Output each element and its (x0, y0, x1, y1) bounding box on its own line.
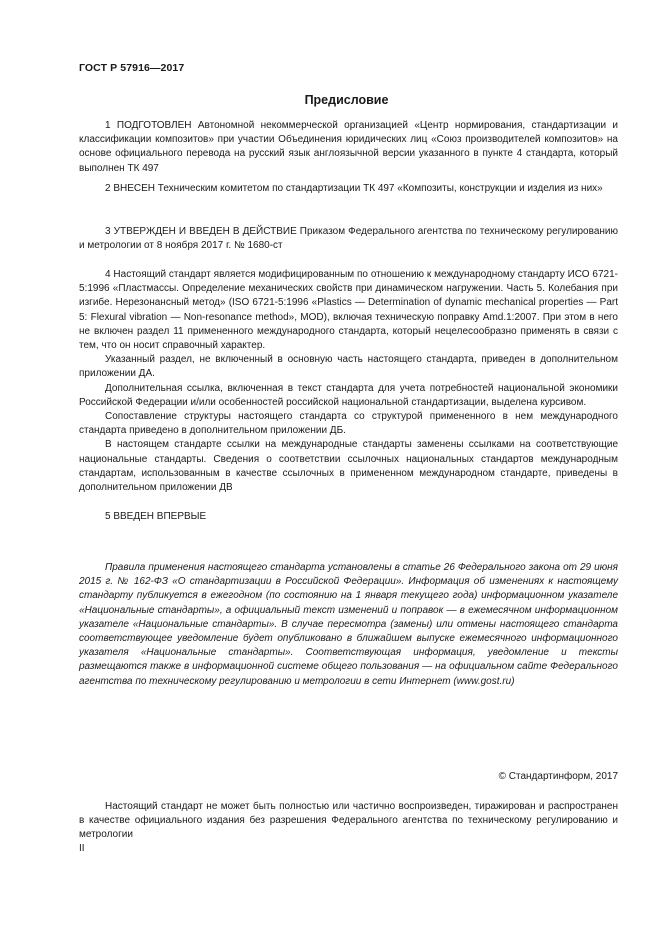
paragraph-2-block (79, 182, 618, 196)
page-number: II (79, 843, 85, 854)
paragraph-annex-db: Сопоставление структуры настоящего стандарта со структурой примененного в нем международного стандарта приведено в дополнительном приложении ДБ. (79, 411, 618, 437)
paragraph-3-block (79, 225, 618, 253)
paragraph-approved: 3 УТВЕРЖДЕН И ВВЕДЕН В ДЕЙСТВИЕ Приказом Федерального агентства по техническому регулированию и метрологии от 8 ноября 2017 г. № 1680-ст (79, 226, 618, 252)
reproduction-notice-text: Настоящий стандарт не может быть полностью или частично воспроизведен, тиражирован и распространен в качестве официального издания без разрешения Федерального агентства по техническому регулированию и метрологии (79, 801, 618, 841)
paragraph-1-block (79, 119, 618, 176)
rules-notice-text: Правила применения настоящего стандарта установлены в статье 26 Федерального закона от 29 июня 2015 г. № 162-ФЗ «О стандартизации в Российской Федерации». Информация об изменениях к настоящему стандарту публикуется в ежегодном (по состоянию на 1 января текущего года) информационном указателе «Национальные стандарты», а официальный текст изменений и поправок — в ежемесячном информационном указателе «Национальные стандарты». В случае пересмотра (замены) или отмены настоящего стандарта соответствующее уведомление будет опубликовано в ближайшем выпуске ежемесячного информационного указателя «Национальные стандарты». Соответствующая информация, уведомление и тексты размещаются также в информационной системе общего пользования — на официальном сайте Федерального агентства по техническому регулированию и метрологии в сети Интернет (www.gost.ru) (79, 562, 618, 687)
paragraph-4-block (79, 268, 618, 495)
document-code-header: ГОСТ Р 57916—2017 (79, 62, 185, 74)
paragraph-modified-standard: 4 Настоящий стандарт является модифицированным по отношению к международному стандарту ИСО 6721-5:1996 «Пластмассы. Определение механических свойств при динамическом нагружении. Часть 5. Колебания при изгибе. Нерезонансный метод» (ISO 6721-5:1996 «Plastics — Determination of dynamic mechanical properties — Part 5: Flexural vibration — Non-resonance method», MOD), включая техническую поправку Amd.1:2007. При этом в него не включен раздел 11 примененного международного стандарта, который нецелесообразно применять в связи с тем, что он носит справочный характер. (79, 269, 618, 352)
copyright-line: © Стандартинформ, 2017 (498, 771, 618, 782)
paragraph-additional-reference: Дополнительная ссылка, включенная в текст стандарта для учета потребностей национальной экономики Российской Федерации и/или особенностей российской национальной стандартизации, выделена курсивом. (79, 382, 618, 408)
paragraph-annex-da: Указанный раздел, не включенный в основную часть настоящего стандарта, приведен в дополнительном приложении ДА. (79, 354, 618, 380)
paragraph-introduced-first: 5 ВВЕДЕН ВПЕРВЫЕ (105, 511, 207, 522)
paragraph-introduced-by: 2 ВНЕСЕН Техническим комитетом по стандартизации ТК 497 «Композиты, конструкции и изделия из них» (105, 183, 603, 194)
paragraph-prepared-by: 1 ПОДГОТОВЛЕН Автономной некоммерческой организацией «Центр нормирования, стандартизации и классификации композитов» при участии Объединения юридических лиц «Союз производителей композитов» на основе официального перевода на русский язык англоязычной версии указанного в пункте 4 стандарта, который выполнен ТК 497 (79, 120, 618, 174)
rules-notice-block (79, 561, 618, 689)
reproduction-notice-block (79, 800, 618, 843)
paragraph-annex-dv: В настоящем стандарте ссылки на международные стандарты заменены ссылками на соответствующие национальные стандарты. Сведения о соответствии ссылочных национальных стандартов международным стандартам, использованным в качестве ссылочных в примененном международном стандарте, приведены в дополнительном приложении ДВ (79, 439, 618, 494)
section-title: Предисловие (304, 93, 389, 107)
paragraph-5-block (79, 510, 618, 524)
